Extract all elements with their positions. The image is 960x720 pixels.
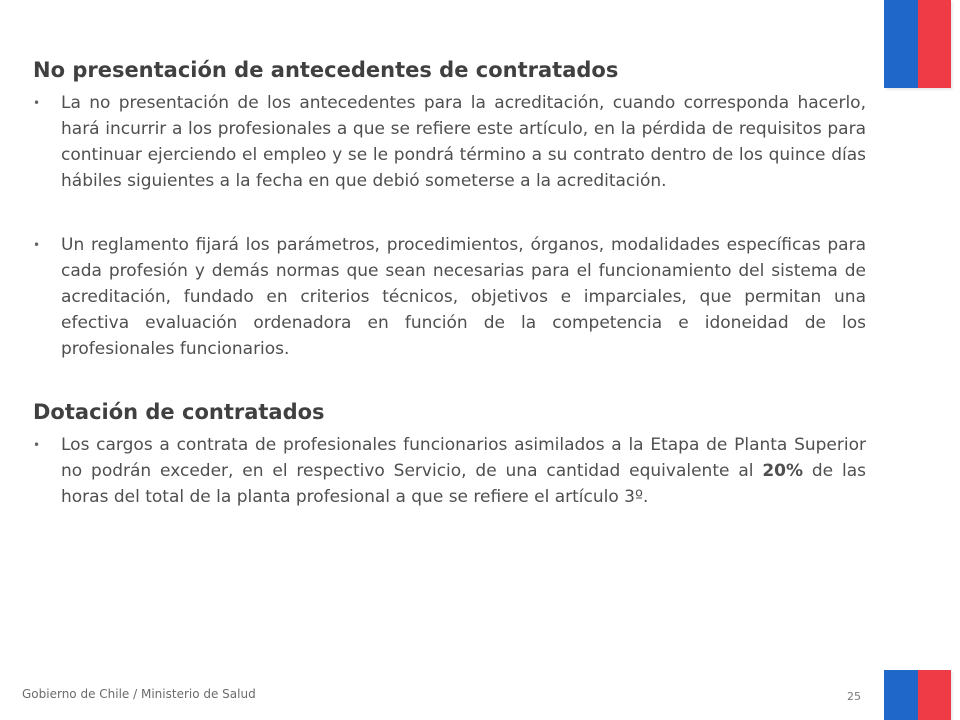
flag-blue-band — [884, 670, 918, 720]
slide-content — [33, 56, 866, 510]
bullet-text: Los cargos a contrata de profesionales funcionarios asimilados a la Etapa de Planta Superior no podrán exceder, en el respectivo Servicio, de una cantidad equivalente al — [61, 435, 866, 481]
chile-flag-bottom-decoration — [884, 670, 951, 720]
section-no-presentacion — [33, 56, 866, 362]
page-number: 25 — [847, 690, 861, 703]
section-title: Dotación de contratados — [33, 400, 325, 424]
bullet-text: de las horas del total de la planta profesional a que se refiere el artículo 3º. — [61, 461, 866, 507]
chile-flag-top-decoration — [884, 0, 951, 88]
bullet-list — [33, 432, 866, 510]
flag-blue-band — [884, 0, 918, 88]
flag-red-band — [918, 0, 952, 88]
bullet-item: • La no presentación de los antecedentes para la acreditación, cuando corresponda hacerlo, hará incurrir a los profesionales a que se refiere este artículo, en la pérdida de requisitos para continuar ejerciendo el empleo y se le pondrá término a su contrato dentro de los quince días hábiles siguientes a la fecha en que debió someterse a la acreditación. — [33, 90, 866, 194]
flag-red-band — [918, 670, 952, 720]
highlight-percentage: 20% — [762, 461, 804, 481]
section-title: No presentación de antecedentes de contratados — [33, 58, 619, 82]
section-dotacion — [33, 398, 866, 510]
footer-organization: Gobierno de Chile / Ministerio de Salud — [22, 687, 256, 701]
bullet-list — [33, 90, 866, 362]
bullet-item — [33, 432, 866, 510]
bullet-item: • Un reglamento fijará los parámetros, procedimientos, órganos, modalidades específicas para cada profesión y demás normas que sean necesarias para el funcionamiento del sistema de acreditación, fundado en criterios técnicos, objetivos e imparciales, que permitan una efectiva evaluación ordenadora en función de la competencia e idoneidad de los profesionales funcionarios. — [33, 232, 866, 362]
